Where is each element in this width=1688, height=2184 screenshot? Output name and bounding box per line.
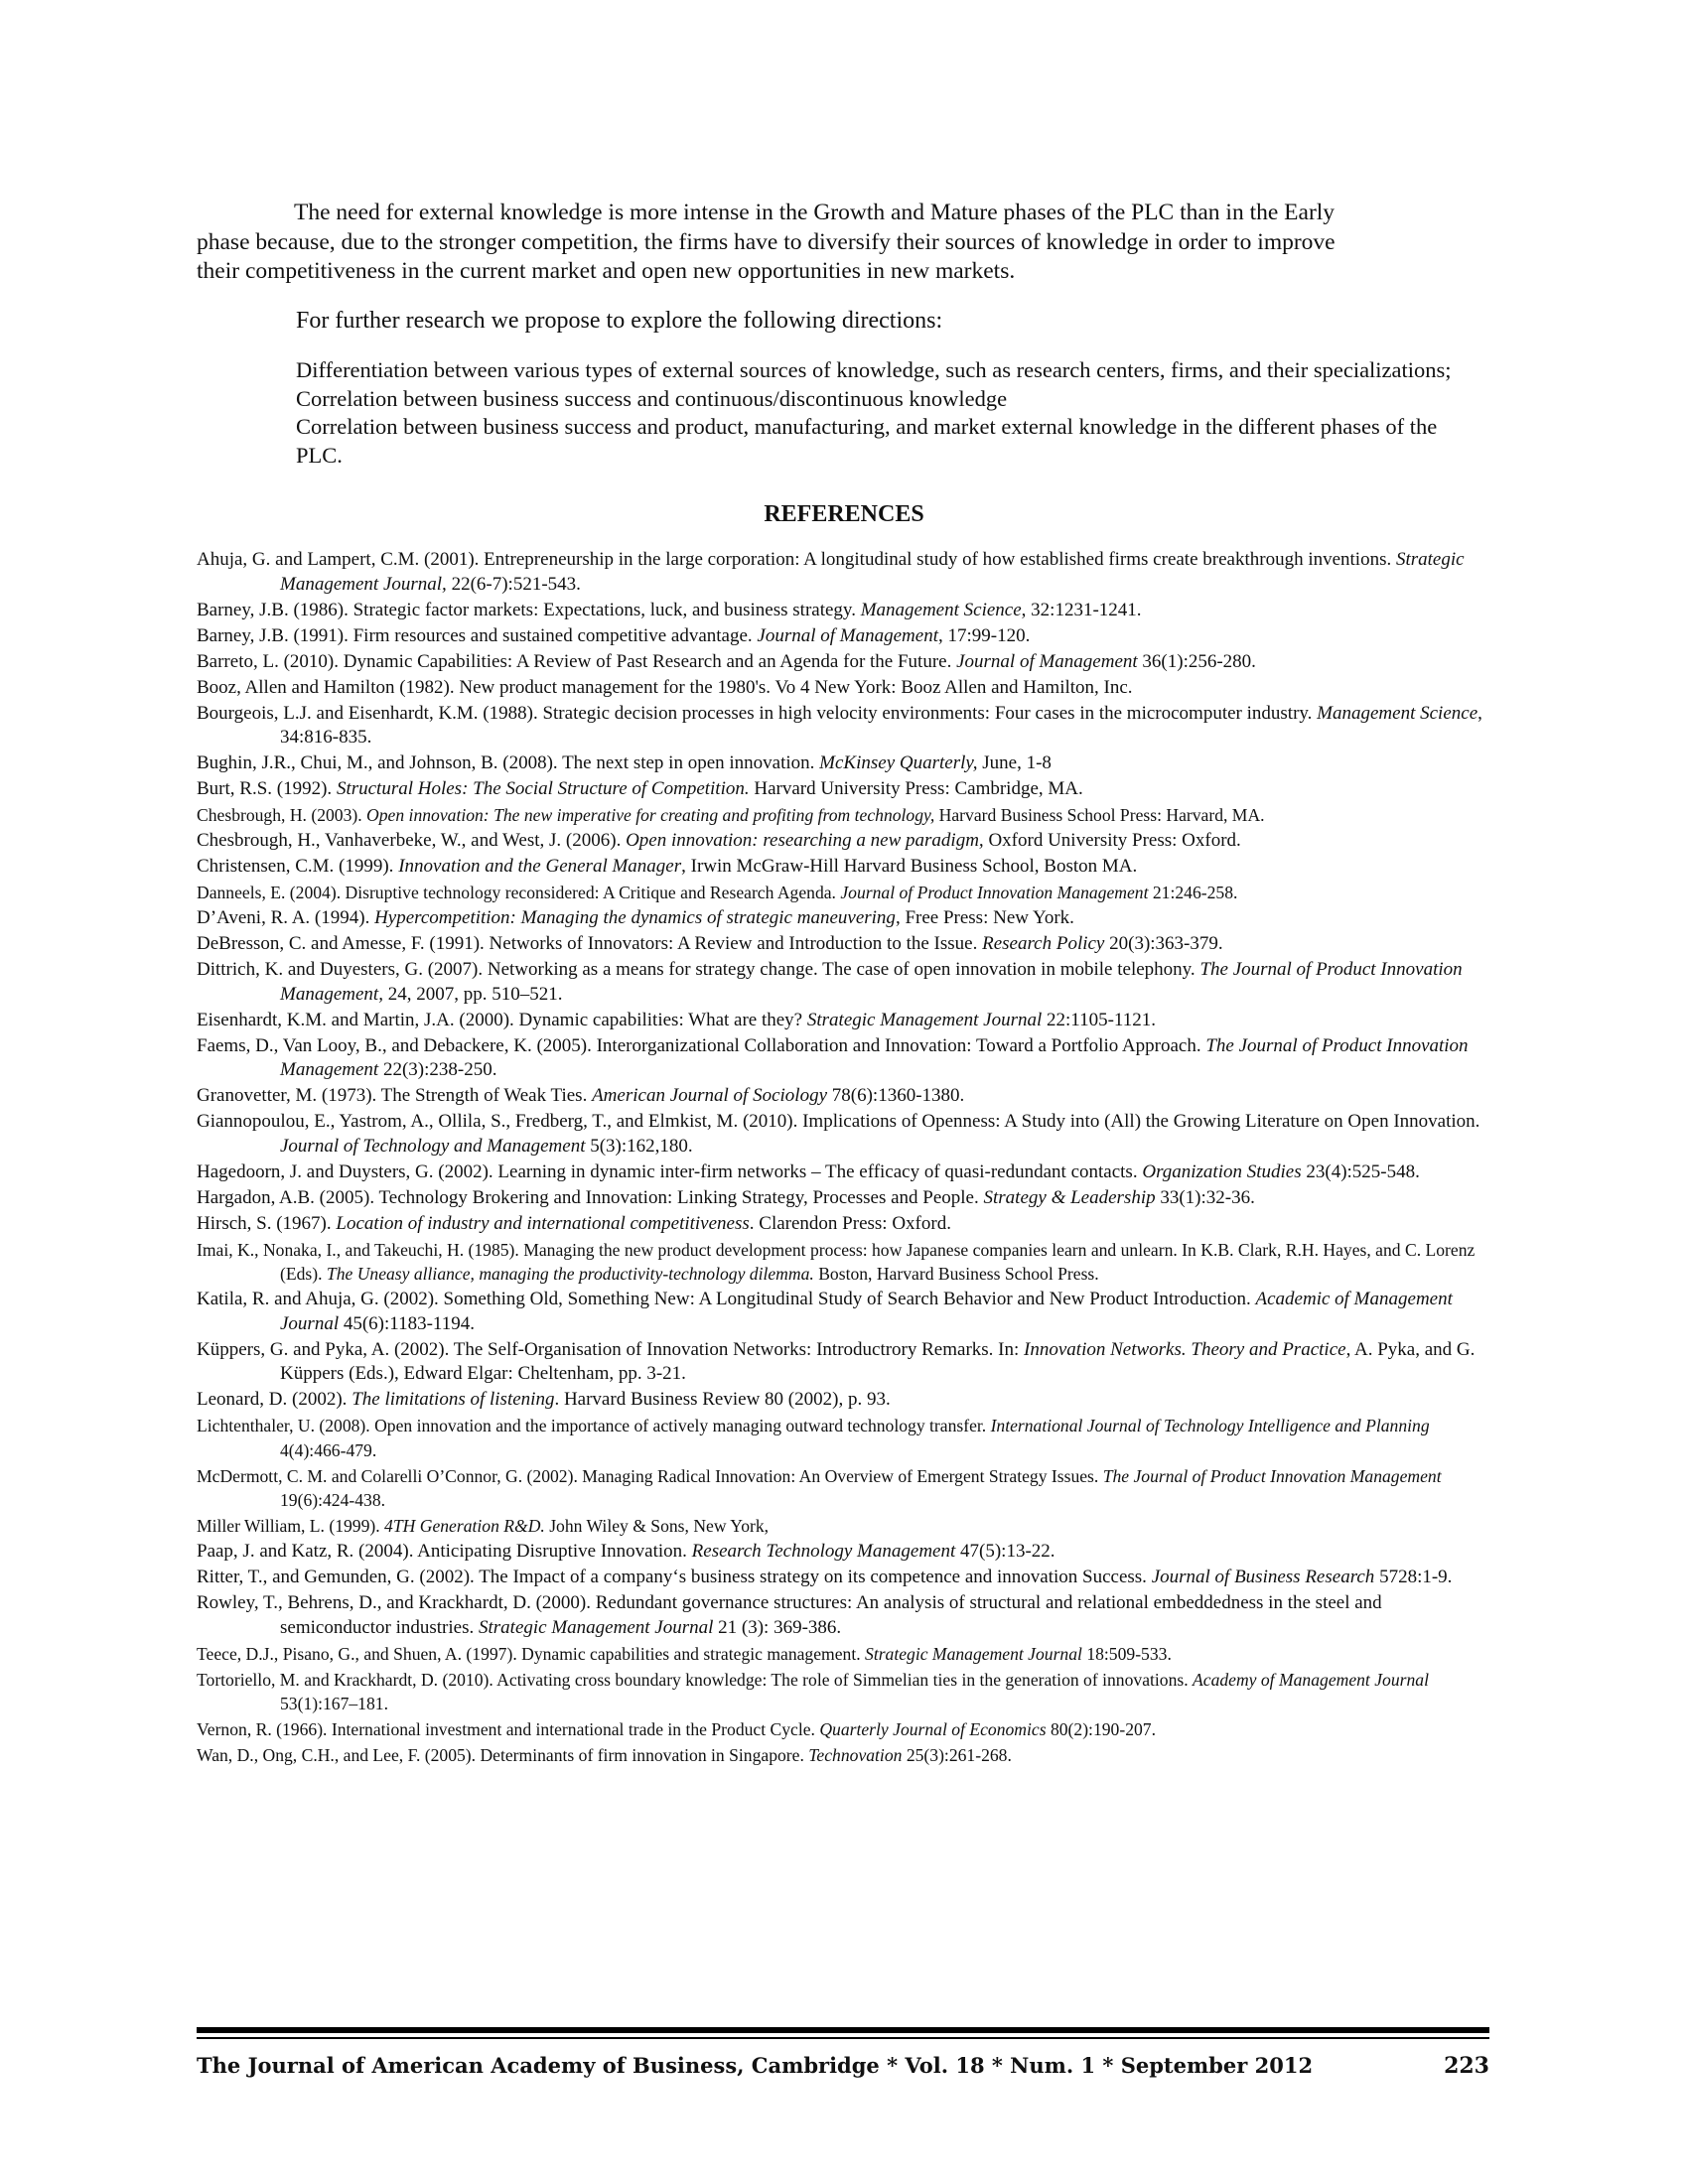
reference-entry — [197, 650, 1487, 675]
reference-details: 78(6):1360-1380. — [827, 1085, 965, 1106]
reference-details: 24, 2007, pp. 510–521. — [382, 983, 563, 1005]
reference-entry — [197, 1288, 1487, 1336]
reference-entry — [197, 1160, 1487, 1185]
reference-source: Research Technology Management — [691, 1541, 956, 1562]
reference-source: Strategic Management Journal — [865, 1643, 1082, 1664]
reference-entry — [197, 624, 1487, 649]
reference-details: 4(4):466-479. — [280, 1439, 377, 1460]
reference-entry — [197, 829, 1487, 854]
reference-details: Harvard University Press: Cambridge, MA. — [749, 778, 1083, 799]
reference-source: Research Policy — [982, 933, 1105, 954]
reference-text: Dittrich, K. and Duyesters, G. (2007). Networking as a means for strategy change. The case of open innovation in mobile telephony. — [197, 959, 1200, 980]
reference-details: 19(6):424-438. — [280, 1490, 386, 1510]
reference-details: June, 1-8 — [977, 752, 1052, 773]
reference-source: Journal of Product Innovation Management — [840, 883, 1149, 902]
reference-source: Journal of Management — [757, 624, 938, 646]
reference-entry — [197, 958, 1487, 1007]
reference-source: Journal of Management — [956, 650, 1138, 672]
reference-source: The Journal of Product Innovation Management — [280, 1034, 1469, 1080]
reference-source: Location of industry and international competitiveness — [336, 1212, 750, 1234]
reference-entry — [197, 1388, 1487, 1413]
reference-entry — [197, 599, 1487, 623]
reference-source: Strategy & Leadership — [983, 1186, 1156, 1208]
reference-source: Innovation Networks. Theory and Practice — [1024, 1338, 1346, 1360]
journal-citation: The Journal of American Academy of Business, Cambridge * Vol. 18 * Num. 1 * September 2012 — [197, 2053, 1314, 2078]
direction-item: Correlation between business success and continuous/discontinuous knowledge — [296, 385, 1008, 411]
reference-text: Katila, R. and Ahuja, G. (2002). Something Old, Something New: A Longitudinal Study of Search Behavior and New Product Introduction. — [197, 1289, 1256, 1309]
reference-text: Barreto, L. (2010). Dynamic Capabilities: A Review of Past Research and an Agenda for the Future. — [197, 650, 957, 672]
reference-text: Hargadon, A.B. (2005). Technology Brokering and Innovation: Linking Strategy, Processes and People. — [197, 1186, 984, 1208]
reference-details: Harvard Business School Press: Harvard, MA. — [934, 805, 1265, 825]
reference-entry — [197, 1414, 1487, 1462]
reference-text: Paap, J. and Katz, R. (2004). Anticipating Disruptive Innovation. — [197, 1541, 692, 1562]
reference-details: . Harvard Business Review 80 (2002), p. 93. — [554, 1389, 891, 1410]
reference-details: 20(3):363-379. — [1104, 933, 1223, 954]
reference-entry — [197, 1566, 1487, 1590]
reference-entry — [197, 548, 1487, 597]
reference-entry — [197, 1591, 1487, 1640]
reference-details: 36(1):256-280. — [1137, 650, 1256, 672]
reference-source: Academic of Management Journal — [280, 1289, 1453, 1334]
reference-entry — [197, 803, 1487, 828]
reference-details: John Wiley & Sons, New York, — [544, 1516, 770, 1536]
reference-text: Giannopoulou, E., Yastrom, A., Ollila, S., Fredberg, T., and Elmkist, M. (2010). Implications of Openness: A Study into (All) the Growing Literature on Open Innovation. — [197, 1111, 1480, 1132]
reference-entry — [197, 1668, 1487, 1716]
reference-text: Ahuja, G. and Lampert, C.M. (2001). Entrepreneurship in the large corporation: A longitudinal study of how established firms create breakthrough inventions. — [197, 549, 1396, 570]
reference-details: 23(4):525-548. — [1301, 1160, 1420, 1182]
reference-source: Strategic Management Journal, — [280, 549, 1465, 595]
reference-details: 18:509-533. — [1081, 1643, 1172, 1664]
reference-text: Bourgeois, L.J. and Eisenhardt, K.M. (1988). Strategic decision processes in high velocity environments: Four cases in the microcomputer industry. — [197, 702, 1318, 724]
reference-details: , Free Press: New York. — [895, 907, 1074, 928]
reference-text: Ritter, T., and Gemunden, G. (2002). The Impact of a company‘s business strategy on its competence and innovation Success. — [197, 1567, 1152, 1587]
reference-entry — [197, 855, 1487, 880]
reference-source: The Journal of Product Innovation Management — [1102, 1465, 1442, 1486]
para1-line-2: phase because, due to the stronger competition, the firms have to diversify their sources of knowledge in order to improve — [197, 228, 1336, 255]
reference-details: 47(5):13-22. — [955, 1541, 1055, 1562]
reference-source: Journal of Business Research — [1151, 1567, 1375, 1587]
reference-text: DeBresson, C. and Amesse, F. (1991). Networks of Innovators: A Review and Introduction to the Issue. — [197, 933, 983, 954]
reference-source: Structural Holes: The Social Structure of Competition. — [336, 778, 750, 799]
reference-text: McDermott, C. M. and Colarelli O’Connor, G. (2002). Managing Radical Innovation: An Overview of Emergent Strategy Issues. — [197, 1465, 1103, 1486]
reference-details: 22(6-7):521-543. — [446, 573, 581, 595]
reference-entry — [197, 1034, 1487, 1083]
reference-source: Organization Studies — [1142, 1160, 1302, 1182]
reference-details: Boston, Harvard Business School Press. — [813, 1264, 1099, 1284]
reference-source: Innovation and the General Manager — [398, 856, 682, 877]
reference-details: 45(6):1183-1194. — [339, 1312, 475, 1334]
reference-text: Rowley, T., Behrens, D., and Krackhardt, D. (2000). Redundant governance structures: An analysis of structural and relational embeddedness in the steel and semiconductor industries. — [197, 1592, 1382, 1638]
para1-line-1: The need for external knowledge is more intense in the Growth and Mature phases of the PLC than in the Early — [294, 200, 1336, 225]
reference-details: 5(3):162,180. — [585, 1135, 693, 1157]
reference-details: , 32:1231-1241. — [1021, 599, 1142, 620]
direction-item: Differentiation between various types of external sources of knowledge, such as research centers, firms, and their specializations; — [296, 357, 1452, 382]
reference-source: The Journal of Product Innovation Management, — [280, 959, 1463, 1005]
reference-entry — [197, 1238, 1487, 1287]
reference-entry — [197, 1464, 1487, 1513]
reference-text: Danneels, E. (2004). Disruptive technology reconsidered: A Critique and Research Agenda. — [197, 883, 841, 902]
reference-source: Management Science — [860, 599, 1022, 620]
reference-entry — [197, 1186, 1487, 1211]
reference-text: Vernon, R. (1966). International investment and international trade in the Product Cycle. — [197, 1719, 820, 1739]
reference-details: , 34:816-835. — [280, 702, 1482, 748]
references-list — [197, 548, 1487, 1769]
reference-source: Quarterly Journal of Economics — [819, 1719, 1047, 1739]
reference-source: Hypercompetition: Managing the dynamics of strategic maneuvering — [374, 907, 896, 928]
reference-entry — [197, 1084, 1487, 1109]
page-number: 223 — [1444, 2053, 1489, 2079]
reference-entry — [197, 881, 1487, 905]
reference-source: Technovation — [808, 1745, 903, 1765]
reference-details: 53(1):167–181. — [280, 1694, 388, 1713]
reference-text: Christensen, C.M. (1999). — [197, 856, 399, 877]
reference-text: Leonard, D. (2002). — [197, 1389, 352, 1410]
reference-source: Strategic Management Journal — [479, 1616, 714, 1638]
reference-details: 80(2):190-207. — [1046, 1719, 1156, 1739]
reference-source: 4TH Generation R&D. — [384, 1516, 545, 1536]
reference-source: Academy of Management Journal — [1193, 1669, 1429, 1690]
reference-text: Barney, J.B. (1986). Strategic factor markets: Expectations, luck, and business strategy. — [197, 599, 861, 620]
reference-source: Management Science — [1317, 702, 1478, 724]
reference-entry — [197, 932, 1487, 957]
reference-entry — [197, 1212, 1487, 1237]
reference-entry — [197, 1642, 1487, 1667]
reference-text: Küppers, G. and Pyka, A. (2002). The Self-Organisation of Innovation Networks: Introductrory Remarks. In: — [197, 1338, 1025, 1360]
research-directions-list — [296, 356, 1458, 470]
reference-entry — [197, 1009, 1487, 1033]
reference-source: Strategic Management Journal — [806, 1009, 1043, 1030]
reference-text: Imai, K., Nonaka, I., and Takeuchi, H. (1985). Managing the new product development process: how Japanese companies learn and unlearn. In K.B. Clark, R.H. Hayes, and C. Lorenz (Eds). — [197, 1239, 1476, 1284]
reference-details: 5728:1-9. — [1374, 1567, 1453, 1587]
reference-text: Lichtenthaler, U. (2008). Open innovation and the importance of actively managing outward technology transfer. — [197, 1416, 991, 1435]
reference-details: . Clarendon Press: Oxford. — [749, 1212, 951, 1234]
reference-details: 33(1):32-36. — [1155, 1186, 1255, 1208]
reference-details: , A. Pyka, and G. Küppers (Eds.), Edward Elgar: Cheltenham, pp. 3-21. — [280, 1338, 1476, 1384]
reference-text: Booz, Allen and Hamilton (1982). New product management for the 1980's. Vo 4 New York: Booz Allen and Hamilton, Inc. — [197, 676, 1133, 698]
reference-text: Tortoriello, M. and Krackhardt, D. (2010). Activating cross boundary knowledge: The role of Simmelian ties in the generation of innovations. — [197, 1669, 1194, 1690]
direction-item: Correlation between business success and product, manufacturing, and market external knowledge in the different phases of the PLC. — [296, 414, 1438, 468]
reference-source: The Uneasy alliance, managing the productivity-technology dilemma. — [326, 1264, 814, 1284]
reference-entry — [197, 1338, 1487, 1387]
reference-details: 21:246-258. — [1148, 883, 1238, 902]
reference-details: , 17:99-120. — [937, 624, 1031, 646]
reference-text: Burt, R.S. (1992). — [197, 778, 337, 799]
reference-entry — [197, 1717, 1487, 1742]
reference-text: Granovetter, M. (1973). The Strength of Weak Ties. — [197, 1085, 593, 1106]
reference-source: International Journal of Technology Intelligence and Planning — [990, 1416, 1430, 1435]
reference-text: Chesbrough, H. (2003). — [197, 805, 367, 825]
body-paragraph-2: For further research we propose to explore the following directions: — [296, 308, 943, 334]
reference-details: 22(3):238-250. — [378, 1059, 497, 1080]
reference-details: 21 (3): 369-386. — [713, 1616, 842, 1638]
reference-text: Miller William, L. (1999). — [197, 1516, 385, 1536]
reference-text: Chesbrough, H., Vanhaverbeke, W., and West, J. (2006). — [197, 830, 627, 851]
para1-line-3: their competitiveness in the current market and open new opportunities in new markets. — [197, 258, 1016, 284]
reference-text: Hirsch, S. (1967). — [197, 1212, 337, 1234]
reference-text: Wan, D., Ong, C.H., and Lee, F. (2005). Determinants of firm innovation in Singapore. — [197, 1745, 809, 1765]
reference-entry — [197, 1540, 1487, 1565]
reference-source: Open innovation: researching a new paradigm, — [626, 830, 984, 851]
reference-text: Barney, J.B. (1991). Firm resources and sustained competitive advantage. — [197, 624, 758, 646]
reference-source: American Journal of Sociology — [592, 1085, 828, 1106]
reference-source: Open innovation: The new imperative for creating and profiting from technology, — [366, 805, 935, 825]
reference-entry — [197, 1743, 1487, 1768]
references-heading: REFERENCES — [764, 501, 924, 527]
reference-source: McKinsey Quarterly, — [819, 752, 978, 773]
reference-text: D’Aveni, R. A. (1994). — [197, 907, 375, 928]
reference-details: 22:1105-1121. — [1042, 1009, 1156, 1030]
reference-details: , Irwin McGraw-Hill Harvard Business School, Boston MA. — [681, 856, 1138, 877]
reference-entry — [197, 906, 1487, 931]
body-paragraph-1 — [197, 199, 1487, 287]
reference-entry — [197, 751, 1487, 776]
reference-text: Teece, D.J., Pisano, G., and Shuen, A. (1997). Dynamic capabilities and strategic management. — [197, 1643, 866, 1664]
footer-rule-thin — [197, 2037, 1489, 2039]
reference-entry — [197, 702, 1487, 751]
reference-entry — [197, 777, 1487, 802]
reference-text: Bughin, J.R., Chui, M., and Johnson, B. (2008). The next step in open innovation. — [197, 752, 820, 773]
reference-entry — [197, 1110, 1487, 1159]
reference-details: 25(3):261-268. — [902, 1745, 1012, 1765]
reference-details: Oxford University Press: Oxford. — [983, 830, 1241, 851]
reference-source: The limitations of listening — [352, 1389, 555, 1410]
reference-entry — [197, 1514, 1487, 1539]
reference-text: Faems, D., Van Looy, B., and Debackere, K. (2005). Interorganizational Collaboration and Innovation: Toward a Portfolio Approach. — [197, 1034, 1206, 1056]
reference-text: Hagedoorn, J. and Duysters, G. (2002). Learning in dynamic inter-firm networks – The efficacy of quasi-redundant contacts. — [197, 1160, 1143, 1182]
reference-entry — [197, 676, 1487, 701]
reference-text: Eisenhardt, K.M. and Martin, J.A. (2000). Dynamic capabilities: What are they? — [197, 1009, 807, 1030]
footer-rule-thick — [197, 2027, 1489, 2033]
reference-source: Journal of Technology and Management — [280, 1135, 586, 1157]
